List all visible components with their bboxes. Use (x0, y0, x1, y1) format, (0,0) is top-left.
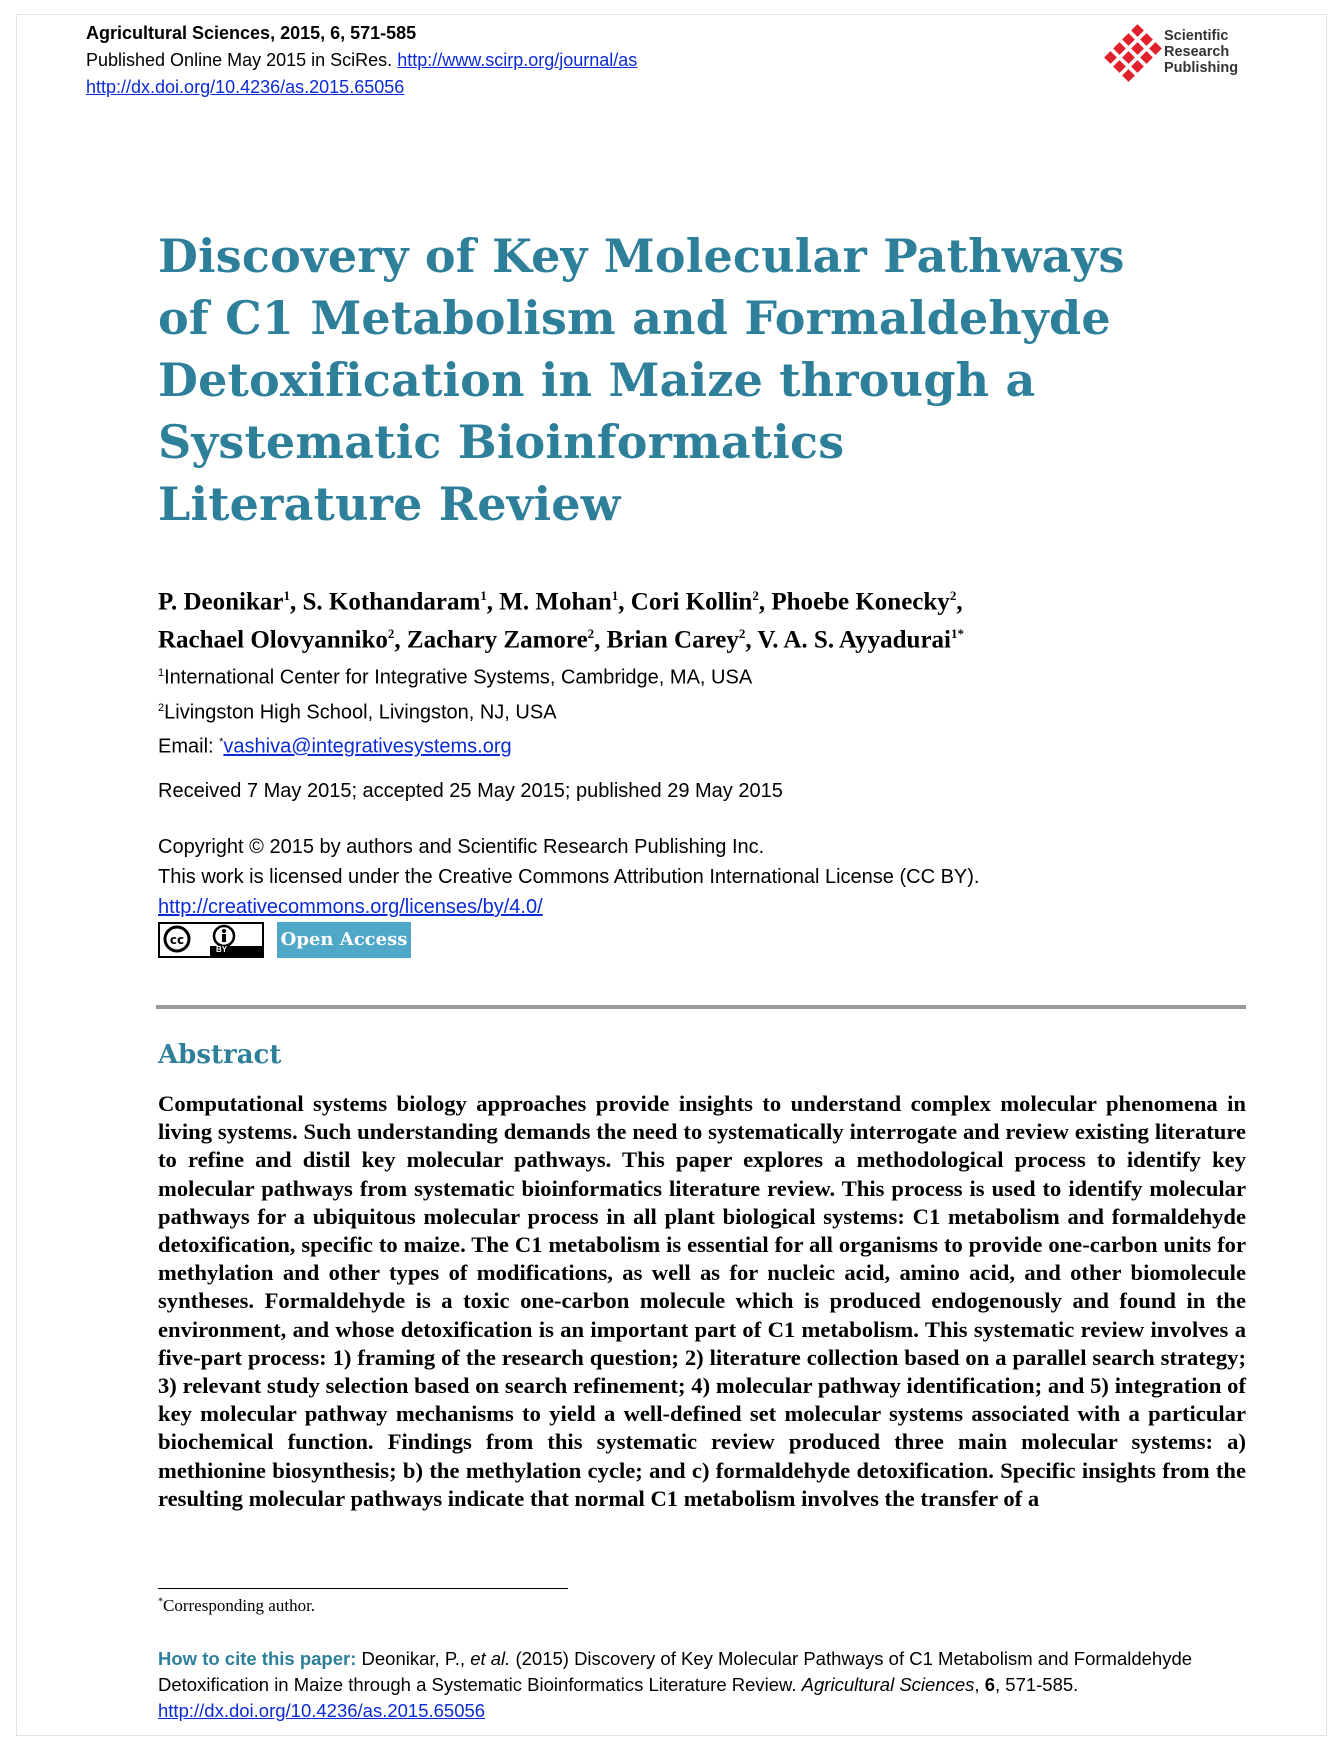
header (86, 20, 637, 101)
logo-line-1: Scientific (1164, 28, 1229, 44)
cite-label: How to cite this paper: (158, 1648, 357, 1669)
section-divider (156, 1005, 1246, 1009)
author-aff: 1* (951, 626, 964, 642)
abstract-text: Computational systems biology approaches provide insights to understand complex molecular phenomena in living systems. Such understanding demands the need to systematically interrogate and review existing literature to refine and distil key molecular pathways. This paper explores a methodological process to identify key molecular pathways from systematic bioinformatics literature review. This process is used to identify molecular pathways for a ubiquitous molecular process in all plant biological systems: C1 metabolism and formaldehyde detoxification, specific to maize. The C1 metabolism is essential for all organisms to provide one-carbon units for methylation and other types of modifications, as well as for nucleic acid, amino acid, and other biomolecule syntheses. Formaldehyde is a toxic one-carbon molecule which is produced endogenously and found in the environment, and whose detoxification is an important part of C1 metabolism. This systematic review involves a five-part process: 1) framing of the research question; 2) literature collection based on a parallel search strategy; 3) relevant study selection based on search refinement; 4) molecular pathway identification; and 5) integration of key molecular pathway mechanisms to yield a well-defined set molecular systems associated with a particular biochemical function. Findings from this systematic review produced three main molecular systems: a) methionine biosynthesis; b) the methylation cycle; and c) formaldehyde detoxification. Specific insights from the resulting molecular pathways indicate that normal C1 metabolism involves the transfer of a (158, 1091, 1246, 1511)
title-line: Literature Review (158, 477, 621, 531)
copyright-line: Copyright © 2015 by authors and Scientific Research Publishing Inc. (158, 836, 765, 858)
author: Cori Kollin (630, 588, 753, 616)
author-aff: 1 (611, 588, 619, 603)
journal-link[interactable]: http://www.scirp.org/journal/as (397, 50, 638, 70)
footnote (158, 1596, 315, 1616)
footnote-mark: * (158, 1596, 163, 1608)
cite-body: (2015) Discovery of Key Molecular Pathways of C1 Metabolism and Formaldehyde Detoxification in Maize through a Systematic Bioinformatics Literature Review. (158, 1648, 1193, 1695)
title-line: Detoxification in Maize through a (158, 353, 1036, 407)
cite-journal: Agricultural Sciences (801, 1674, 975, 1695)
cc-by-badge[interactable] (158, 922, 264, 958)
footnote-text: Corresponding author. (163, 1596, 316, 1615)
author: Zachary Zamore (406, 626, 588, 654)
email-mark: * (219, 736, 224, 749)
doi-link[interactable]: http://dx.doi.org/10.4236/as.2015.65056 (86, 77, 405, 97)
copyright-block (158, 832, 979, 922)
author: V. A. S. Ayyadurai (757, 626, 951, 654)
author-line-2: Rachael Olovyanniko$^2$, Zachary Zamore$^2$, Brian Carey$^2$, V. A. S. Ayyadurai$^{1*}$ (158, 626, 964, 654)
author-line-1: P. Deonikar$^1$, S. Kothandaram$^1$, M. Mohan$^1$, Cori Kollin$^2$, Phoebe Konecky$^2$, (158, 588, 963, 616)
publication-dates: Received 7 May 2015; accepted 25 May 2015; published 29 May 2015 (158, 780, 783, 802)
cc-by-label: BY (216, 945, 228, 954)
diamond-logo-icon (1100, 24, 1162, 86)
cite-volume: 6 (984, 1674, 995, 1695)
author-aff: 2 (587, 626, 595, 642)
title-line: Discovery of Key Molecular Pathways (158, 229, 1125, 283)
logo-line-2: Research (1164, 44, 1230, 60)
affiliation-number: 1 (158, 667, 165, 679)
affiliations (158, 658, 752, 762)
journal-citation: Agricultural Sciences, 2015, 6, 571-585 (86, 23, 417, 43)
logo-text (1164, 28, 1238, 76)
affiliation-text: International Center for Integrative Systems, Cambridge, MA, USA (164, 666, 753, 689)
citation-block: How to cite this paper: Deonikar, P., et al. (2015) Discovery of Key Molecular Pathways of C1 Metabolism and Formaldehyde Detoxification in Maize through a Systematic Bioinformatics Literature Review. Agricultural Sciences, 6, 571-585. http://dx.doi.org/10.4236/as.2015.65056 (158, 1648, 1193, 1721)
published-text: Published Online May 2015 in SciRes. (86, 50, 393, 70)
email-line (158, 727, 752, 762)
author-list (158, 580, 964, 657)
email-link[interactable]: vashiva@integrativesystems.org (223, 735, 512, 758)
title-line: Systematic Bioinformatics (158, 415, 845, 469)
author-aff: 1 (480, 588, 487, 603)
logo-line-3: Publishing (1164, 60, 1239, 76)
author: Brian Carey (606, 626, 739, 654)
open-access-badge: Open Access (277, 922, 411, 958)
paper-title (158, 225, 1158, 535)
affiliation-number: 2 (158, 701, 165, 714)
published-line (86, 47, 637, 74)
svg-text:cc: cc (169, 933, 185, 947)
abstract-heading: Abstract (158, 1040, 282, 1070)
author-aff: 1 (283, 588, 290, 603)
cite-pages: , 571-585. (995, 1674, 1079, 1695)
cite-authors: Deonikar, P., (361, 1648, 466, 1669)
license-link[interactable]: http://creativecommons.org/licenses/by/4.0/ (158, 896, 543, 918)
author: P. Deonikar (158, 588, 284, 616)
affiliation-text: Livingston High School, Livingston, NJ, USA (164, 701, 557, 724)
email-label: Email: (158, 735, 214, 758)
author-aff: 2 (738, 626, 746, 642)
cc-by-icon (160, 924, 262, 956)
author: Rachael Olovyanniko (158, 626, 388, 654)
author-aff: 2 (752, 588, 759, 603)
author: M. Mohan (499, 588, 612, 616)
license-line: This work is licensed under the Creative Commons Attribution International License (CC BY). (158, 866, 980, 888)
author-aff: 2 (949, 588, 957, 603)
affiliation-1 (158, 658, 752, 693)
footnote-divider (158, 1588, 568, 1589)
cite-doi-link[interactable]: http://dx.doi.org/10.4236/as.2015.65056 (158, 1700, 486, 1721)
publisher-logo (1100, 22, 1250, 88)
title-line: of C1 Metabolism and Formaldehyde (158, 291, 1111, 345)
author: Phoebe Konecky (771, 588, 950, 616)
author-aff: 2 (387, 626, 395, 642)
cite-etal: et al. (470, 1648, 511, 1669)
author: S. Kothandaram (302, 588, 481, 616)
affiliation-2 (158, 693, 752, 728)
